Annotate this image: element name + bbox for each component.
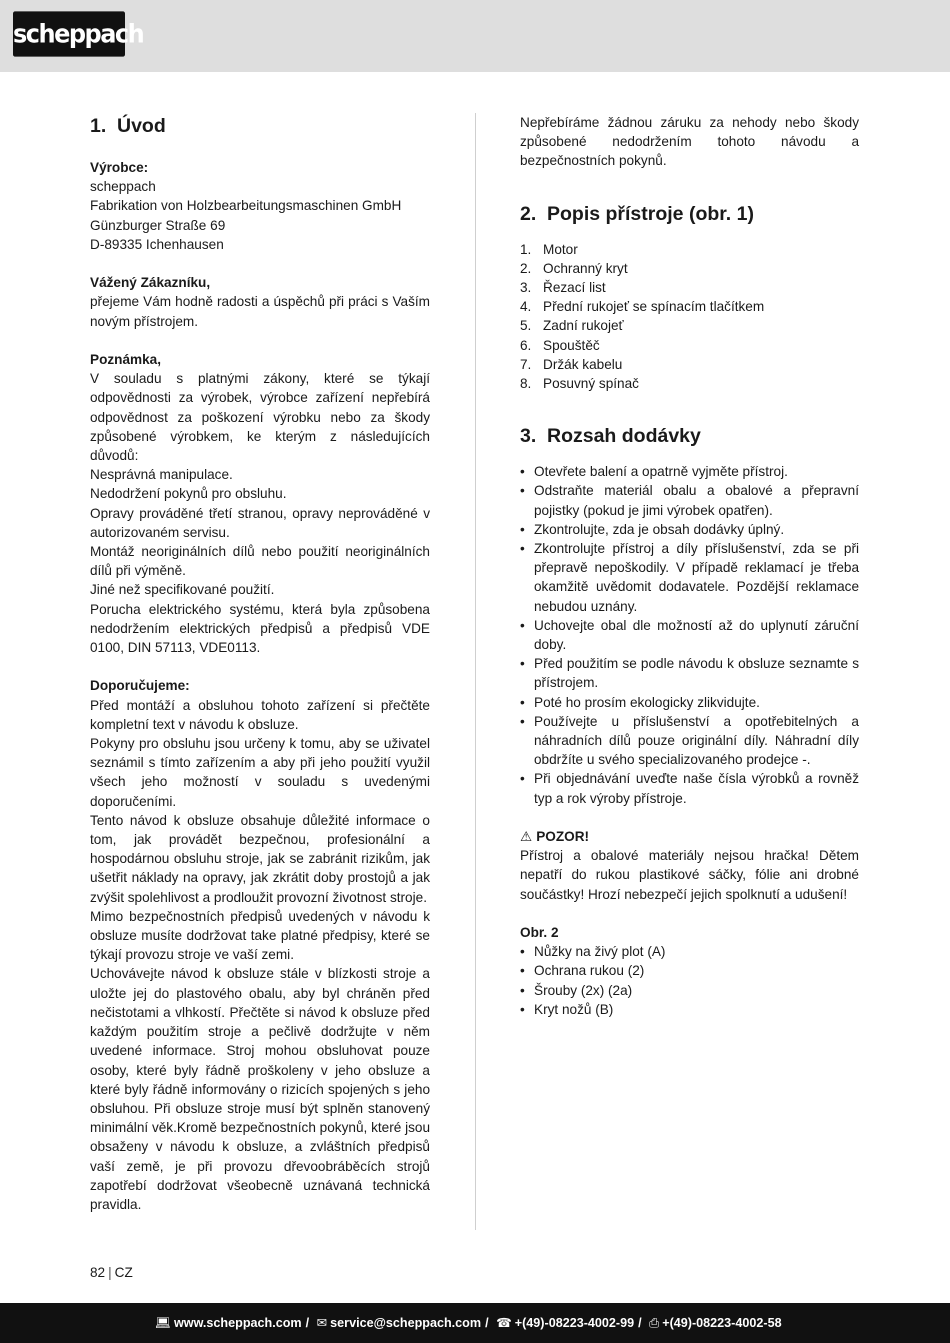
- header-bar: [0, 0, 950, 72]
- warning-text: Přístroj a obalové materiály nejsou hračka! Dětem nepatří do rukou plastikové sáčky, fólie ani drobné součástky! Hrozí nebezpečí jejich spolknutí a udušení!: [520, 848, 859, 902]
- phone-icon: ☎: [496, 1316, 512, 1330]
- figure-2-list: [520, 942, 859, 1019]
- footer-bar: 💻︎ www.scheppach.com / ✉ service@scheppach.com / ☎ +(49)-08223-4002-99 / ⎙ +(49)-08223-4002-58: [0, 1303, 950, 1343]
- section-number: 1.: [90, 115, 107, 137]
- section-3-heading: [520, 423, 859, 449]
- note-paragraph: Montáž neoriginálních dílů nebo použití neoriginálních dílů při výměně.: [90, 544, 430, 579]
- greeting-text: přejeme Vám hodně radosti a úspěchů při práci s Vaším novým přístrojem.: [90, 294, 430, 329]
- section-title: Rozsah dodávky: [547, 425, 701, 448]
- greeting-label: Vážený Zákazníku,: [90, 275, 211, 291]
- note-paragraph: Porucha elektrického systému, která byla způsobena nedodržením elektrických předpisů a předpisů VDE 0100, DIN 57113, VDE0113.: [90, 601, 430, 656]
- delivery-list-item: • Zkontrolujte přístroj a díly příslušenství, zda se při přepravě nepoškodily. V případě reklamací je třeba okamžitě uvědomit dodavatele. Pozdější reklamace nebudou uznány.: [520, 539, 859, 616]
- delivery-list-item: • Zkontrolujte, zda je obsah dodávky úplný.: [520, 520, 859, 539]
- footer-website[interactable]: www.scheppach.com: [174, 1316, 302, 1330]
- left-column: [90, 113, 430, 1214]
- right-column: [520, 113, 859, 1019]
- parts-list-item: 5. Zadní rukojeť: [520, 318, 624, 334]
- disclaimer-text: Nepřebíráme žádnou záruku za nehody nebo škody způsobené nedodržením tohoto návodu a bezpečnostních pokynů.: [520, 115, 859, 169]
- greeting-block: [90, 273, 430, 331]
- footer-email[interactable]: service@scheppach.com: [330, 1316, 482, 1330]
- parts-list: [520, 240, 859, 394]
- page-language: CZ: [114, 1265, 133, 1280]
- page-separator: |: [108, 1265, 112, 1280]
- section-number: 3.: [520, 425, 537, 448]
- parts-list-item: 2. Ochranný kryt: [520, 260, 628, 276]
- parts-list-item: 3. Řezací list: [520, 280, 606, 296]
- recommend-block: [90, 676, 430, 1214]
- warning-triangle-icon: ⚠: [520, 829, 533, 845]
- manufacturer-block: [90, 158, 430, 254]
- delivery-list: [520, 462, 859, 808]
- figure-2-block: [520, 923, 859, 1019]
- manufacturer-line: Günzburger Straße 69: [90, 217, 226, 233]
- note-paragraph: V souladu s platnými zákony, které se týkají odpovědnosti za výrobek, výrobce zařízení nepřebírá odpovědnost za poškození výrobku nebo za škody způsobené výrobkem, ke kterým z následujících důvodů:: [90, 371, 430, 464]
- delivery-list-item: • Uchovejte obal dle možností až do uplynutí záruční doby.: [520, 616, 859, 654]
- note-paragraph: Opravy prováděné třetí stranou, opravy neprováděné v autorizovaném servisu.: [90, 505, 430, 540]
- delivery-list-item: • Poté ho prosím ekologicky zlikvidujte.: [520, 693, 859, 712]
- note-paragraph: Nesprávná manipulace.: [90, 467, 233, 483]
- section-number: 2.: [520, 202, 537, 225]
- section-title: Úvod: [117, 115, 166, 137]
- figure-2-item: • Kryt nožů (B): [520, 1000, 859, 1019]
- recommend-paragraph: Mimo bezpečnostních předpisů uvedených v návodu k obsluze musíte dodržovat take platné předpisy, které se týkají provozu stroje ve vaší zemi.: [90, 908, 430, 963]
- warning-label: POZOR!: [536, 829, 590, 845]
- mail-icon: ✉: [316, 1316, 328, 1330]
- parts-list-item: 8. Posuvný spínač: [520, 376, 639, 392]
- section-2-heading: [520, 201, 859, 227]
- column-divider: [475, 113, 476, 1230]
- footer-fax: +(49)-08223-4002-58: [662, 1316, 782, 1330]
- recommend-paragraph: Pokyny pro obsluhu jsou určeny k tomu, aby se uživatel seznámil s tímto zařízením a aby při jeho použití využil všech jeho možností v souladu s uvedenými doporučeními.: [90, 736, 430, 809]
- section-1-heading: [90, 113, 430, 139]
- recommend-paragraph: Tento návod k obsluze obsahuje důležité informace o tom, jak provádět bezpečnou, profesionální a hospodárnou obsluhu stroje, jak se zabránit rizikům, jak ušetřit náklady na opravy, jak zkrátit doby prostojů a jak zvýšit spolehlivost a prodloužit provozní životnost stroje.: [90, 812, 430, 905]
- page-number-value: 82: [90, 1265, 106, 1280]
- page-number: [90, 1265, 133, 1280]
- delivery-list-item: • Odstraňte materiál obalu a obalové a přepravní pojistky (pokud je jimi výrobek opatřen).: [520, 481, 859, 519]
- figure-2-item: • Nůžky na živý plot (A): [520, 942, 859, 961]
- delivery-list-item: • Používejte u příslušenství a opotřebitelných a náhradních dílů pouze originální díly. Náhradní díly obdržíte u svého specializovaného prodejce -.: [520, 712, 859, 770]
- parts-list-item: 4. Přední rukojeť se spínacím tlačítkem: [520, 299, 765, 315]
- section-title: Popis přístroje (obr. 1): [547, 202, 754, 225]
- note-paragraph: Nedodržení pokynů pro obsluhu.: [90, 486, 287, 502]
- parts-list-item: 1. Motor: [520, 241, 578, 257]
- manufacturer-line: scheppach: [90, 179, 156, 195]
- recommend-paragraph: Před montáží a obsluhou tohoto zařízení si přečtěte kompletní text v návodu k obsluze.: [90, 697, 430, 732]
- note-paragraph: Jiné než specifikované použití.: [90, 582, 275, 598]
- delivery-list-item: • Před použitím se podle návodu k obsluze seznamte s přístrojem.: [520, 654, 859, 692]
- recommend-paragraph: Uchovávejte návod k obsluze stále v blízkosti stroje a uložte jej do plastového obalu, aby byl chráněn před nečistotami a vlhkostí. Přečtěte si návod k obsluze před každým použitím stroje a pečlivě dodržujte v něm uvedené informace. Stroj mohou obsluhovat pouze osoby, které byly řádně proškoleny v jeho obsluze a které byly řádně informovány o rizicích spojených s jeho obsluhou. Při obsluze stroje musí být splněn stanovený minimální věk.Kromě bezpečnostních pokynů, které jsou obsaženy v návodu k obsluze, a zvláštních předpisů vaší země, je při provozu dřevoobráběcích strojů zapotřebí dodržovat všeobecně uznávaná technická pravidla.: [90, 966, 431, 1212]
- figure-2-item: • Šrouby (2x) (2a): [520, 981, 859, 1000]
- delivery-list-item: • Otevřete balení a opatrně vyjměte přístroj.: [520, 462, 859, 481]
- footer-phone: +(49)-08223-4002-99: [514, 1316, 635, 1330]
- figure-2-item: • Ochrana rukou (2): [520, 961, 859, 980]
- fax-icon: ⎙: [649, 1316, 660, 1330]
- manufacturer-label: Výrobce:: [90, 160, 149, 175]
- delivery-list-item: • Při objednávání uveďte naše čísla výrobků a rovněž typ a rok výroby přístroje.: [520, 769, 859, 807]
- note-block: [90, 350, 430, 657]
- parts-list-item: 7. Držák kabelu: [520, 356, 623, 372]
- warning-block: [520, 827, 859, 904]
- manufacturer-line: D-89335 Ichenhausen: [90, 236, 224, 252]
- recommend-label: Doporučujeme:: [90, 678, 190, 694]
- manufacturer-line: Fabrikation von Holzbearbeitungsmaschinen GmbH: [90, 198, 402, 214]
- figure-2-label: Obr. 2: [520, 925, 559, 941]
- note-label: Poznámka,: [90, 352, 162, 367]
- scheppach-logo: scheppach: [13, 11, 125, 56]
- laptop-icon: 💻︎: [155, 1316, 171, 1330]
- parts-list-item: 6. Spouštěč: [520, 337, 600, 353]
